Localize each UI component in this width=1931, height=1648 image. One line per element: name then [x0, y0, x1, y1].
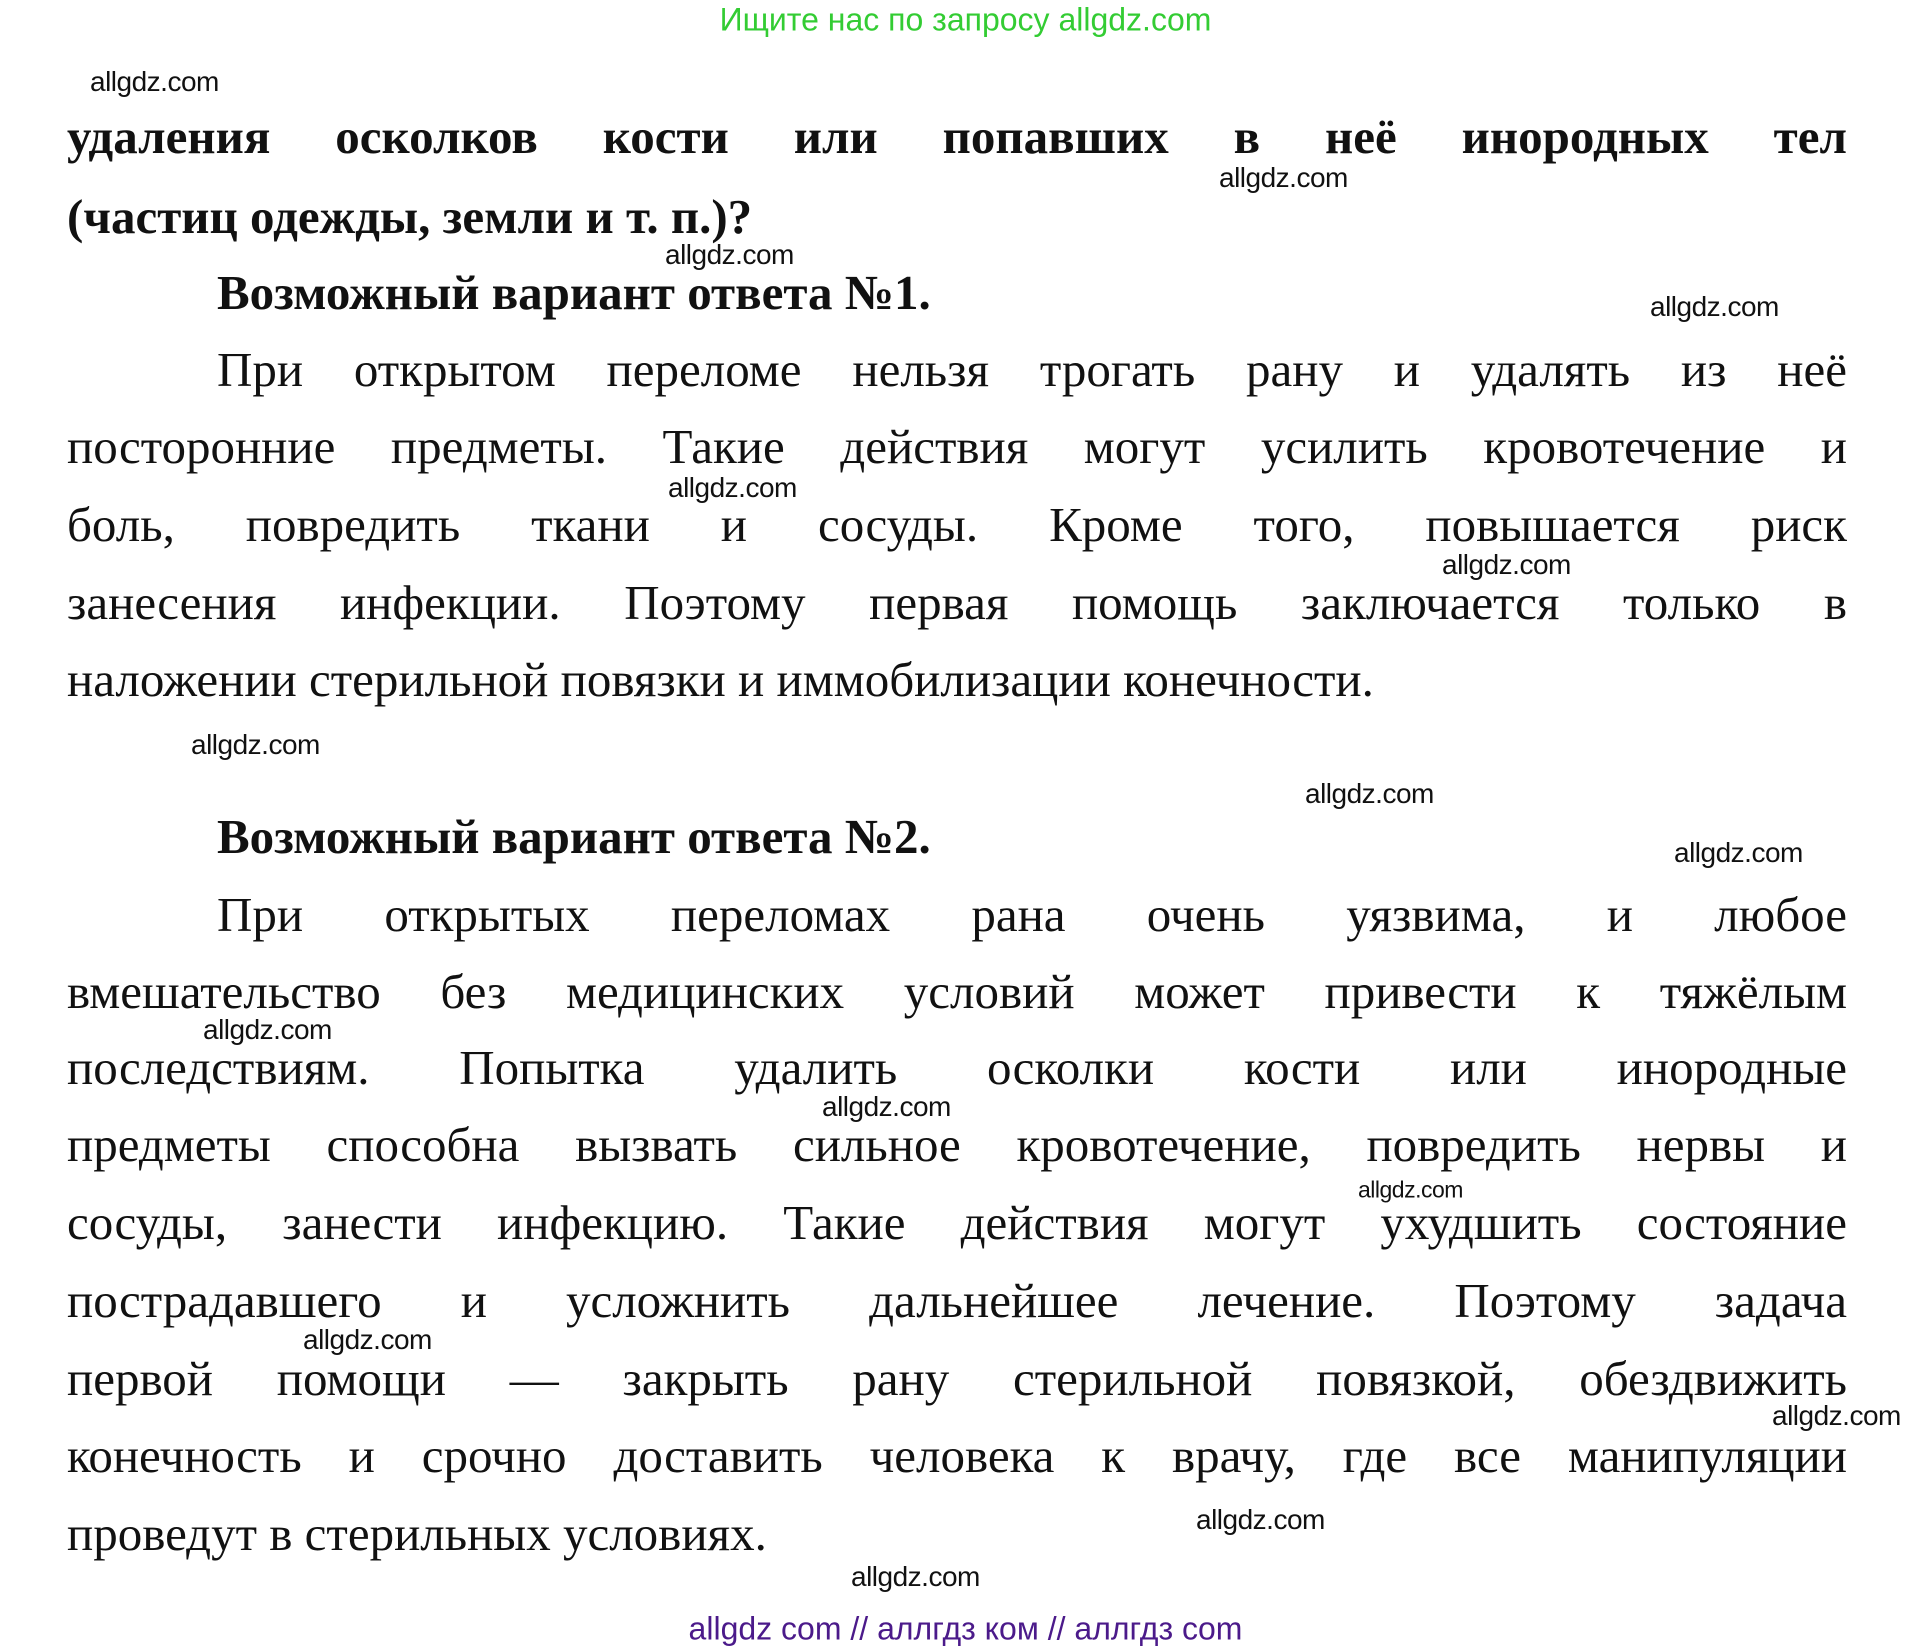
watermark: allgdz.com [1442, 549, 1571, 580]
answer1-line: посторонние предметы. Такие действия могут усилить кровотечение и [67, 419, 1847, 474]
watermark: allgdz.com [1305, 778, 1434, 809]
watermark: allgdz.com [1650, 291, 1779, 322]
answer1-heading: Возможный вариант ответа №1. [217, 265, 931, 320]
watermark: allgdz.com [90, 66, 219, 97]
answer1-line: При открытом переломе нельзя трогать рану и удалять из неё [217, 342, 1847, 397]
answer2-heading: Возможный вариант ответа №2. [217, 809, 931, 864]
answer2-line: вмешательство без медицинских условий может привести к тяжёлым [67, 964, 1847, 1019]
answer2-line: конечность и срочно доставить человека к врачу, где все манипуляции [67, 1428, 1847, 1483]
answer1-line: боль, повредить ткани и сосуды. Кроме того, повышается риск [67, 497, 1847, 552]
watermark: allgdz.com [851, 1561, 980, 1592]
watermark: allgdz.com [1196, 1504, 1325, 1535]
question-line: (частиц одежды, земли и т. п.)? [67, 189, 753, 244]
answer2-line: последствиям. Попытка удалить осколки кости или инородные [67, 1040, 1847, 1095]
search-banner: Ищите нас по запросу allgdz.com [719, 1, 1212, 38]
watermark: allgdz.com [203, 1014, 332, 1045]
watermark: allgdz.com [822, 1091, 951, 1122]
footer-banner: allgdz com // аллгдз ком // аллгдз com [688, 1610, 1243, 1647]
watermark: allgdz.com [1219, 162, 1348, 193]
watermark: allgdz.com [303, 1324, 432, 1355]
watermark: allgdz.com [1358, 1176, 1463, 1203]
answer2-line: пострадавшего и усложнить дальнейшее лечение. Поэтому задача [67, 1273, 1847, 1328]
answer1-line: занесения инфекции. Поэтому первая помощь заключается только в [67, 575, 1847, 630]
answer2-line: предметы способна вызвать сильное кровотечение, повредить нервы и [67, 1117, 1847, 1172]
watermark: allgdz.com [191, 729, 320, 760]
watermark: allgdz.com [668, 472, 797, 503]
question-line: удаления осколков кости или попавших в неё инородных тел [67, 109, 1847, 164]
watermark: allgdz.com [1674, 837, 1803, 868]
answer2-line: проведут в стерильных условиях. [67, 1506, 767, 1561]
answer1-line: наложении стерильной повязки и иммобилизации конечности. [67, 652, 1374, 707]
watermark: allgdz.com [1772, 1400, 1901, 1431]
answer2-line: сосуды, занести инфекцию. Такие действия могут ухудшить состояние [67, 1195, 1847, 1250]
watermark: allgdz.com [665, 239, 794, 270]
answer2-line: первой помощи — закрыть рану стерильной повязкой, обездвижить [67, 1351, 1847, 1406]
answer2-line: При открытых переломах рана очень уязвима, и любое [217, 887, 1847, 942]
